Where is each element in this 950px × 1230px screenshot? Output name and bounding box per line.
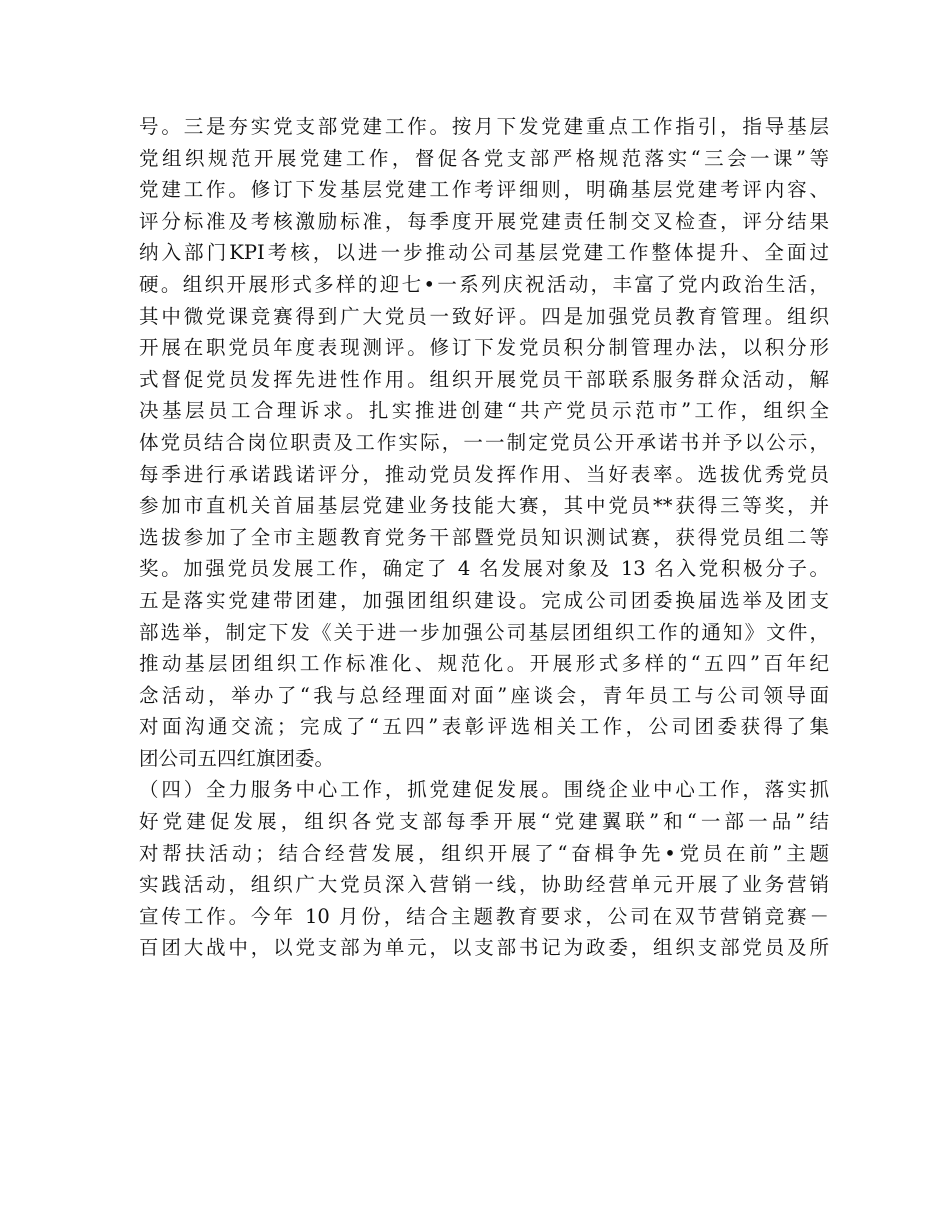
text-line: 体党员结合岗位职责及工作实际，一一制定党员公开承诺书并予以公示，: [139, 430, 829, 454]
text-line: 硬。组织开展形式多样的迎七•一系列庆祝活动，丰富了党内政治生活，: [139, 272, 829, 296]
text-line: 号。三是夯实党支部党建工作。按月下发党建重点工作指引，指导基层: [139, 115, 829, 138]
text-line: 宣传工作。今年 10 月份，结合主题教育要求，公司在双节营销竞赛－: [139, 904, 829, 928]
text-line: 式督促党员发挥先进性作用。组织开展党员干部联系服务群众活动，解: [139, 367, 829, 391]
text-line: 其中微党课竞赛得到广大党员一致好评。四是加强党员教育管理。组织: [139, 304, 829, 328]
text-line: 决基层员工合理诉求。扎实推进创建“共产党员示范市”工作，组织全: [139, 399, 829, 423]
text-line: 部选举，制定下发《关于进一步加强公司基层团组织工作的通知》文件，: [139, 620, 829, 644]
text-line: （四）全力服务中心工作，抓党建促发展。围绕企业中心工作，落实抓: [139, 778, 829, 802]
text-line: 对面沟通交流；完成了“五四”表彰评选相关工作，公司团委获得了集: [139, 715, 829, 739]
text-line: 百团大战中，以党支部为单元，以支部书记为政委，组织支部党员及所: [139, 936, 829, 960]
text-line: 开展在职党员年度表现测评。修订下发党员积分制管理办法，以积分形: [139, 336, 829, 360]
text-line: 参加市直机关首届基层党建业务技能大赛，其中党员**获得三等奖，并: [139, 494, 829, 518]
text-line: 实践活动，组织广大党员深入营销一线，协助经营单元开展了业务营销: [139, 873, 829, 897]
text-line: 党组织规范开展党建工作，督促各党支部严格规范落实“三会一课”等: [139, 146, 829, 170]
text-line: 对帮扶活动；结合经营发展，组织开展了“奋楫争先•党员在前”主题: [139, 841, 829, 865]
text-line: 每季进行承诺践诺评分，推动党员发挥作用、当好表率。选拔优秀党员: [139, 462, 829, 486]
text-line: 好党建促发展，组织各党支部每季开展“党建翼联”和“一部一品”结: [139, 810, 829, 834]
text-line: 五是落实党建带团建，加强团组织建设。完成公司团委换届选举及团支: [139, 588, 829, 612]
text-line: 推动基层团组织工作标准化、规范化。开展形式多样的“五四”百年纪: [139, 652, 829, 676]
text-line: 评分标准及考核激励标准，每季度开展党建责任制交叉检查，评分结果: [139, 209, 829, 233]
text-line: 念活动，举办了“我与总经理面对面”座谈会，青年员工与公司领导面: [139, 683, 829, 707]
text-line: 团公司五四红旗团委。: [139, 746, 335, 770]
body-text: [139, 111, 829, 964]
text-line: 纳入部门KPI考核，以进一步推动公司基层党建工作整体提升、全面过: [139, 241, 829, 265]
text-line: 奖。加强党员发展工作，确定了 4 名发展对象及 13 名入党积极分子。: [139, 557, 829, 581]
text-line: 党建工作。修订下发基层党建工作考评细则，明确基层党建考评内容、: [139, 178, 829, 202]
text-line: 选拔参加了全市主题教育党务干部暨党员知识测试赛，获得党员组二等: [139, 525, 829, 549]
